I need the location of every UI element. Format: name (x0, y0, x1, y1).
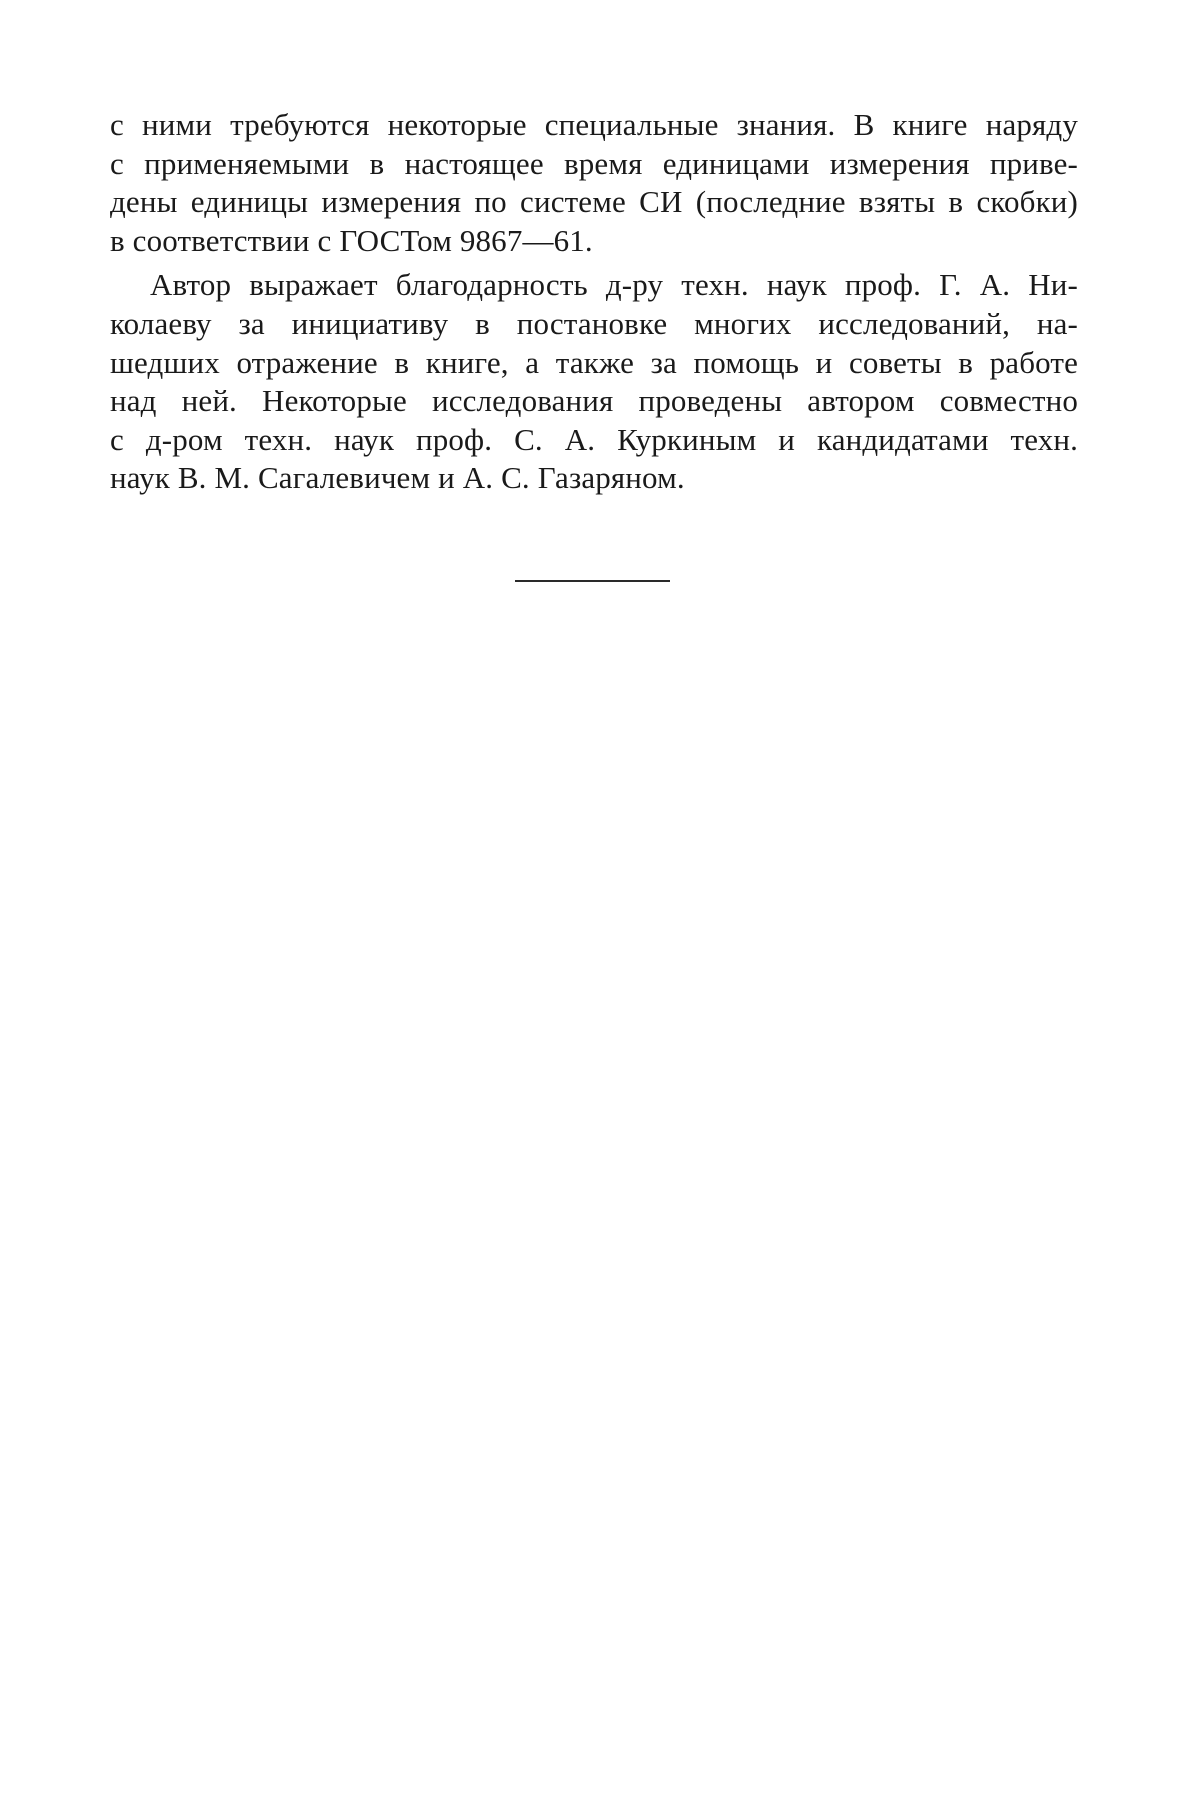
text-line: наук В. М. Сагалевичем и А. С. Газаряном. (110, 460, 685, 496)
body-text (110, 106, 1078, 498)
text-line: шедших отражение в книге, а также за помощь и советы в работе (110, 344, 1078, 380)
paragraph-acknowledgements (110, 266, 1078, 498)
text-line: в соответствии с ГОСТом 9867—61. (110, 222, 593, 258)
text-line: Автор выражает благодарность д-ру техн. наук проф. Г. А. Ни- (150, 267, 1078, 303)
section-end-rule (515, 580, 670, 582)
text-line: с ними требуются некоторые специальные знания. В книге наряду (110, 107, 1078, 142)
paragraph-units-note (110, 106, 1078, 260)
text-line: дены единицы измерения по системе СИ (последние взяты в скобки) (110, 184, 1078, 220)
text-line: с применяемыми в настоящее время единицами измерения приве- (110, 145, 1078, 181)
text-line: колаеву за инициативу в постановке многих исследований, на- (110, 305, 1078, 341)
text-line: над ней. Некоторые исследования проведены автором совместно (110, 383, 1078, 419)
text-line: с д-ром техн. наук проф. С. А. Куркиным и кандидатами техн. (110, 421, 1078, 457)
